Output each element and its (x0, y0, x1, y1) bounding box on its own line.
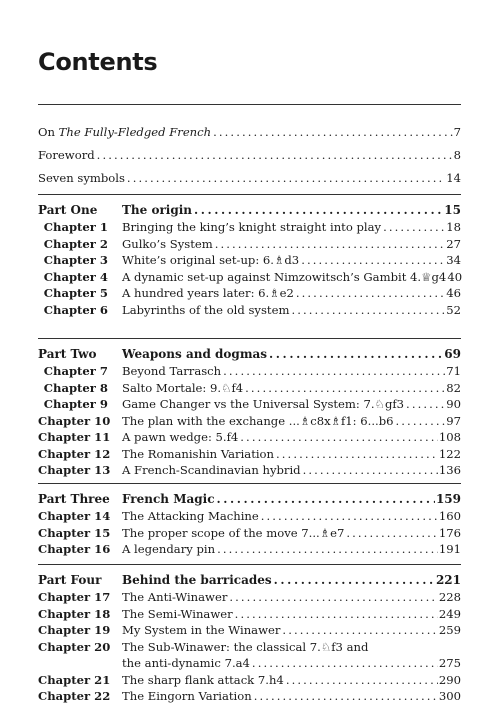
chapter-entry (38, 285, 461, 301)
chapter-entry (38, 252, 461, 268)
chapter-title: The Eingorn Variation (122, 689, 252, 703)
chapter-label: Chapter 16 (38, 542, 111, 556)
chapter-label: Chapter 9 (43, 397, 108, 411)
chapter-entry (38, 413, 461, 429)
dot-leader (95, 146, 453, 164)
page-number: 90 (446, 397, 461, 411)
title-rule (38, 104, 461, 105)
page-number: 8 (453, 148, 461, 162)
page-number: 221 (435, 573, 461, 587)
part-label: Part Three (38, 492, 110, 506)
chapter-entry (38, 429, 461, 445)
dot-leader (125, 169, 445, 187)
chapter-label: Chapter 14 (38, 509, 111, 523)
chapter-title: A dynamic set-up against Nimzowitsch’s Gambit 4.♕g4 (122, 269, 447, 284)
part-title: Behind the barricades (122, 573, 272, 587)
dot-leader (272, 571, 435, 589)
chapter-entry (38, 589, 461, 605)
part-heading (38, 201, 461, 219)
page-number: 40 (447, 269, 463, 284)
chapter-label: Chapter 1 (43, 220, 108, 234)
page-number: 122 (438, 446, 461, 461)
part-heading (38, 490, 461, 508)
dot-leader (267, 345, 443, 363)
chapter-entry (38, 446, 461, 462)
page-number: 34 (446, 253, 461, 267)
dot-leader (289, 302, 445, 318)
chapter-title: the anti-dynamic 7.a4 (122, 656, 250, 670)
chapter-entry (38, 380, 461, 396)
chapter-label: Chapter 3 (43, 253, 108, 267)
chapter-title: My System in the Winawer (122, 623, 281, 637)
chapter-entry-continued (38, 655, 461, 671)
chapter-entry (38, 508, 461, 524)
dot-leader (215, 541, 438, 557)
chapter-label: Chapter 15 (38, 525, 111, 540)
page-title: Contents (38, 48, 158, 76)
chapter-label: Chapter 10 (38, 413, 111, 428)
chapter-label: Chapter 12 (38, 446, 111, 461)
page-number: 249 (438, 606, 461, 621)
chapter-entry (38, 525, 461, 541)
front-entry (38, 123, 461, 141)
chapter-title: Game Changer vs the Universal System: 7.♘gf3 (122, 397, 405, 411)
dot-leader (280, 622, 437, 638)
part-label: Part One (38, 203, 98, 217)
dot-leader (299, 252, 445, 268)
page-number: 228 (438, 590, 461, 604)
dot-leader (211, 123, 452, 141)
part-rule (38, 564, 461, 565)
dot-leader (213, 236, 446, 252)
dot-leader (301, 462, 438, 478)
front-entry (38, 146, 461, 164)
front-entry-title: Seven symbols (38, 171, 125, 185)
chapter-title: The sharp flank attack 7.h4 (122, 672, 284, 687)
chapter-title: The Semi-Winawer (122, 606, 233, 621)
chapter-title: Labyrinths of the old system (122, 302, 290, 317)
chapter-label: Chapter 6 (43, 302, 108, 317)
chapter-title: The Romanishin Variation (122, 446, 275, 461)
front-entry (38, 169, 461, 187)
chapter-entry (38, 541, 461, 557)
chapter-label: Chapter 5 (43, 286, 108, 300)
chapter-title: The proper scope of the move 7...♗e7 (122, 525, 345, 540)
chapter-label: Chapter 21 (38, 672, 111, 687)
part-heading (38, 345, 461, 363)
page-number: 108 (438, 430, 461, 444)
part-title: The origin (122, 203, 193, 217)
chapter-entry (38, 236, 461, 252)
chapter-title: Gulko’s System (122, 236, 213, 251)
front-entry-title: Foreword (38, 148, 95, 162)
page-number: 259 (438, 623, 461, 637)
chapter-title: White’s original set-up: 6.♗d3 (122, 253, 300, 267)
part-heading (38, 571, 461, 589)
chapter-title: A French-Scandinavian hybrid (122, 463, 301, 477)
dot-leader (233, 606, 438, 622)
page-number: 14 (446, 171, 461, 185)
page-number: 15 (444, 203, 461, 217)
dot-leader (238, 429, 438, 445)
page-number: 52 (446, 302, 461, 317)
page-number: 71 (446, 364, 461, 378)
page-number: 191 (438, 542, 461, 556)
dot-leader (250, 655, 438, 671)
chapter-label: Chapter 20 (38, 639, 111, 654)
page-number: 7 (453, 125, 461, 139)
dot-leader (259, 508, 438, 524)
dot-leader (252, 688, 438, 704)
dot-leader (381, 219, 445, 235)
chapter-entry (38, 622, 461, 638)
chapter-entry (38, 639, 461, 655)
chapter-entry (38, 606, 461, 622)
part-label: Part Two (38, 347, 97, 361)
chapter-title: The Attacking Machine (122, 509, 259, 523)
chapter-title: A pawn wedge: 5.f4 (122, 430, 239, 444)
chapter-label: Chapter 22 (38, 689, 111, 703)
dot-leader (243, 380, 445, 396)
chapter-title: A hundred years later: 6.♗e2 (122, 286, 294, 300)
chapter-label: Chapter 4 (43, 269, 108, 284)
dot-leader (394, 413, 446, 429)
chapter-label: Chapter 2 (43, 236, 108, 251)
chapter-title: A legendary pin (122, 542, 216, 556)
dot-leader (284, 672, 438, 688)
dot-leader (192, 201, 443, 219)
chapter-label: Chapter 18 (38, 606, 111, 621)
page-number: 97 (446, 413, 461, 428)
chapter-entry (38, 672, 461, 688)
part-title: Weapons and dogmas (122, 347, 268, 361)
part-rule (38, 338, 461, 339)
chapter-entry (38, 396, 461, 412)
chapter-entry (38, 269, 461, 285)
page-number: 46 (446, 286, 461, 300)
page-number: 159 (435, 492, 461, 506)
dot-leader (404, 396, 445, 412)
chapter-title: Beyond Tarrasch (122, 364, 222, 378)
chapter-entry (38, 688, 461, 704)
page-number: 82 (446, 380, 461, 395)
chapter-title: The Sub-Winawer: the classical 7.♘f3 and (122, 639, 369, 654)
page-number: 27 (446, 236, 461, 251)
chapter-entry (38, 219, 461, 235)
part-rule (38, 194, 461, 195)
page-number: 275 (438, 656, 461, 670)
dot-leader (215, 490, 435, 508)
chapter-label: Chapter 8 (43, 380, 108, 395)
chapter-entry (38, 363, 461, 379)
page-number: 300 (438, 689, 461, 703)
chapter-entry (38, 302, 461, 318)
page-number: 290 (438, 672, 461, 687)
front-entry-title: On The Fully-Fledged French (38, 125, 212, 139)
dot-leader (294, 285, 445, 301)
chapter-entry (38, 462, 461, 478)
chapter-label: Chapter 13 (38, 463, 111, 477)
part-rule (38, 483, 461, 484)
chapter-label: Chapter 17 (38, 590, 111, 604)
page-number: 176 (438, 525, 461, 540)
page-number: 69 (444, 347, 461, 361)
part-title: French Magic (122, 492, 215, 506)
chapter-title: The plan with the exchange ...♗c8x♗f1: 6...b6 (122, 413, 394, 428)
chapter-title: The Anti-Winawer (122, 590, 228, 604)
dot-leader (227, 589, 437, 605)
page-number: 160 (438, 509, 461, 523)
page-number: 136 (438, 463, 461, 477)
dot-leader (221, 363, 445, 379)
page-number: 18 (446, 220, 461, 234)
chapter-label: Chapter 11 (38, 430, 111, 444)
chapter-title: Salto Mortale: 9.♘f4 (122, 380, 244, 395)
part-label: Part Four (38, 573, 102, 587)
chapter-title: Bringing the king’s knight straight into play (122, 220, 382, 234)
dot-leader (274, 446, 438, 462)
dot-leader (344, 525, 438, 541)
front-entry-italic: The Fully-Fledged French (58, 125, 212, 139)
chapter-label: Chapter 7 (43, 364, 108, 378)
chapter-label: Chapter 19 (38, 623, 111, 637)
